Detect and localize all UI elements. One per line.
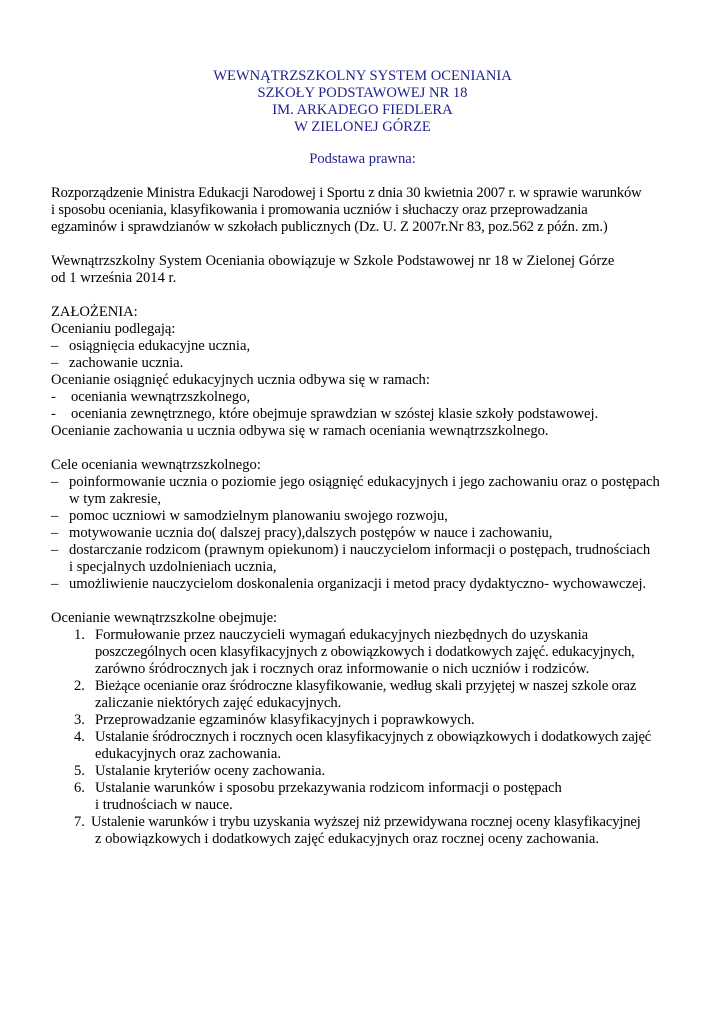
list-item: poinformowanie ucznia o poziomie jego osiągnięć edukacyjnych i jego zachowaniu oraz o postępach: [69, 474, 660, 490]
list-number: 6.: [74, 780, 85, 796]
list-item: zachowanie ucznia.: [69, 355, 184, 371]
list-item-continuation: z obowiązkowych i dodatkowych zajęć edukacyjnych oraz rocznej oceny zachowania.: [95, 831, 600, 847]
list-bullet: -: [51, 406, 56, 422]
list-item-continuation: i trudnościach w nauce.: [95, 797, 233, 813]
list-item: Bieżące ocenianie oraz śródroczne klasyfikowanie, według skali przyjętej w naszej szkole oraz: [95, 678, 637, 694]
list-item: oceniania wewnątrzszkolnego,: [71, 389, 251, 405]
list-item: dostarczanie rodzicom (prawnym opiekunom) i nauczycielom informacji o postępach, trudnościach: [69, 542, 651, 558]
list-number: 5.: [74, 763, 85, 779]
text-line: Ocenianiu podlegają:: [51, 321, 176, 337]
text-line: Ocenianie osiągnięć edukacyjnych ucznia odbywa się w ramach:: [51, 372, 430, 388]
list-number: 3.: [74, 712, 85, 728]
section-heading: Ocenianie wewnątrzszkolne obejmuje:: [51, 610, 278, 626]
list-bullet: –: [51, 338, 59, 354]
list-bullet: –: [51, 542, 59, 558]
text-line: Ocenianie zachowania u ucznia odbywa się w ramach oceniania wewnątrzszkolnego.: [51, 423, 549, 439]
section-heading: Cele oceniania wewnątrzszkolnego:: [51, 457, 261, 473]
list-item-continuation: poszczególnych ocen klasyfikacyjnych z obowiązkowych i dodatkowych zajęć. edukacyjnych,: [95, 644, 635, 660]
list-item-continuation: zaliczanie niektórych zajęć edukacyjnych.: [95, 695, 342, 711]
list-number: 4.: [74, 729, 85, 745]
list-bullet: –: [51, 576, 59, 592]
section-heading: ZAŁOŻENIA:: [51, 304, 138, 320]
text-line: Rozporządzenie Ministra Edukacji Narodowej i Sportu z dnia 30 kwietnia 2007 r. w sprawie warunków: [51, 185, 642, 201]
list-number: 2.: [74, 678, 85, 694]
list-item: Ustalanie kryteriów oceny zachowania.: [95, 763, 326, 779]
list-item: Ustalenie warunków i trybu uzyskania wyższej niż przewidywana rocznej oceny klasyfikacyjnej: [91, 814, 641, 830]
title-line: IM. ARKADEGO FIEDLERA: [272, 102, 453, 118]
list-item: umożliwienie nauczycielom doskonalenia organizacji i metod pracy dydaktyczno- wychowawczej.: [69, 576, 647, 592]
list-item-continuation: zarówno śródrocznych jak i rocznych oraz informowanie o nich uczniów i rodziców.: [95, 661, 590, 677]
list-item-continuation: edukacyjnych oraz zachowania.: [95, 746, 281, 762]
list-number: 1.: [74, 627, 85, 643]
title-line: SZKOŁY PODSTAWOWEJ NR 18: [257, 85, 468, 101]
list-item: oceniania zewnętrznego, które obejmuje sprawdzian w szóstej klasie szkoły podstawowej.: [71, 406, 599, 422]
list-item-continuation: i specjalnych uzdolnieniach ucznia,: [69, 559, 277, 575]
list-bullet: –: [51, 474, 59, 490]
list-item: Przeprowadzanie egzaminów klasyfikacyjnych i poprawkowych.: [95, 712, 475, 728]
text-line: Wewnątrzszkolny System Oceniania obowiązuje w Szkole Podstawowej nr 18 w Zielonej Górze: [51, 253, 615, 269]
title-line: WEWNĄTRZSZKOLNY SYSTEM OCENIANIA: [213, 68, 512, 84]
list-item: Formułowanie przez nauczycieli wymagań edukacyjnych niezbędnych do uzyskania: [95, 627, 589, 643]
list-item: pomoc uczniowi w samodzielnym planowaniu swojego rozwoju,: [69, 508, 448, 524]
list-item-continuation: w tym zakresie,: [69, 491, 161, 507]
list-bullet: –: [51, 355, 59, 371]
text-line: egzaminów i sprawdzianów w szkołach publicznych (Dz. U. Z 2007r.Nr 83, poz.562 z późn. zm.): [51, 219, 608, 235]
list-item: motywowanie ucznia do( dalszej pracy),dalszych postępów w nauce i zachowaniu,: [69, 525, 553, 541]
text-line: i sposobu oceniania, klasyfikowania i promowania uczniów i słuchaczy oraz przeprowadzania: [51, 202, 588, 218]
list-bullet: –: [51, 508, 59, 524]
list-item: osiągnięcia edukacyjne ucznia,: [69, 338, 251, 354]
list-number: 7.: [74, 814, 85, 830]
text-line: od 1 września 2014 r.: [51, 270, 177, 286]
basis-heading: Podstawa prawna:: [309, 151, 416, 167]
list-item: Ustalanie warunków i sposobu przekazywania rodzicom informacji o postępach: [95, 780, 562, 796]
title-line: W ZIELONEJ GÓRZE: [294, 119, 431, 135]
list-bullet: –: [51, 525, 59, 541]
list-item: Ustalanie śródrocznych i rocznych ocen klasyfikacyjnych z obowiązkowych i dodatkowych zajęć: [95, 729, 652, 745]
list-bullet: -: [51, 389, 56, 405]
